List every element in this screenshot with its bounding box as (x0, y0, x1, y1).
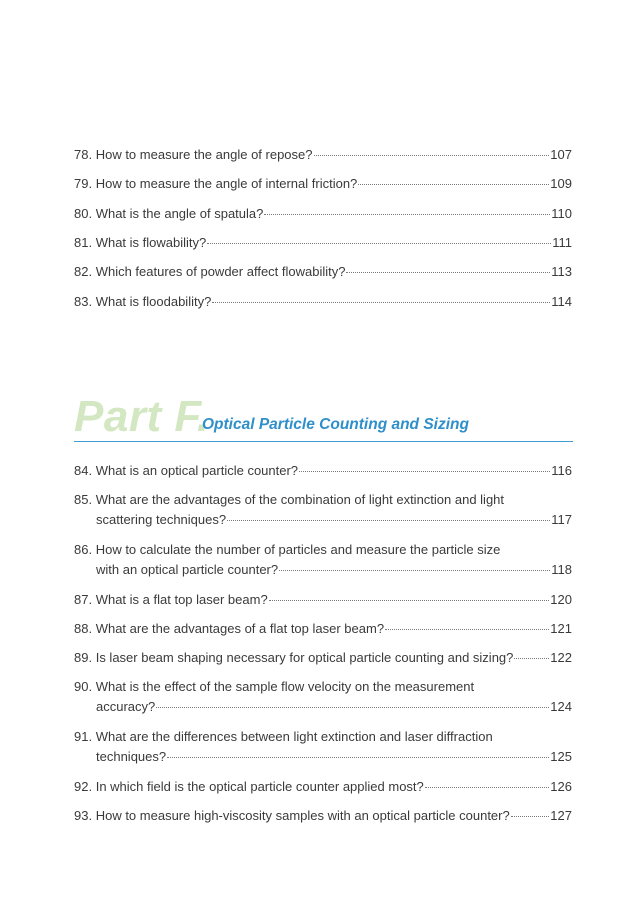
entry-number: 85. (74, 492, 93, 507)
dot-leader (227, 520, 550, 521)
dot-leader (264, 214, 550, 215)
entry-number: 81. (74, 235, 93, 250)
entry-page: 120 (550, 592, 572, 607)
entry-title-line1: What are the differences between light extinction and laser diffraction (95, 729, 493, 744)
entry-number: 90. (74, 679, 93, 694)
entry-title: In which field is the optical particle counter applied most? (95, 779, 424, 794)
entry-number: 86. (74, 542, 93, 557)
dot-leader (269, 600, 550, 601)
entry-page: 117 (551, 512, 572, 527)
entry-title: What is an optical particle counter? (95, 463, 299, 478)
toc-entry-85[interactable] (74, 490, 572, 530)
toc-entry-87[interactable] (74, 590, 572, 610)
part-heading (74, 393, 573, 442)
entry-title: How to measure high-viscosity samples with an optical particle counter? (95, 808, 510, 823)
entry-number: 84. (74, 463, 93, 478)
dot-leader (167, 757, 549, 758)
dot-leader (279, 570, 550, 571)
entry-page: 124 (550, 699, 572, 714)
entry-title-line2: scattering techniques? (96, 512, 227, 527)
dot-leader (156, 707, 549, 708)
entry-title: How to measure the angle of repose? (95, 147, 313, 162)
toc-entry-84[interactable] (74, 461, 572, 481)
dot-leader (514, 658, 549, 659)
entry-title: What is flowability? (95, 235, 207, 250)
dot-leader (207, 243, 551, 244)
entry-title-line1: What is the effect of the sample flow velocity on the measurement (95, 679, 475, 694)
entry-number: 88. (74, 621, 93, 636)
entry-page: 121 (550, 621, 572, 636)
entry-number: 83. (74, 294, 93, 309)
toc-entry-80[interactable] (74, 204, 572, 224)
entry-number: 78. (74, 147, 93, 162)
entry-number: 92. (74, 779, 93, 794)
entry-title: Which features of powder affect flowability? (95, 264, 346, 279)
toc-entry-83[interactable] (74, 292, 572, 312)
part-title: Optical Particle Counting and Sizing (202, 416, 469, 433)
entry-page: 109 (550, 176, 572, 191)
entry-title-line2: accuracy? (96, 699, 156, 714)
dot-leader (299, 471, 550, 472)
entry-title: What are the advantages of a flat top laser beam? (95, 621, 385, 636)
dot-leader (385, 629, 549, 630)
entry-page: 127 (550, 808, 572, 823)
entry-page: 107 (550, 147, 572, 162)
entry-title-line2: with an optical particle counter? (96, 562, 279, 577)
entry-page: 122 (550, 650, 572, 665)
entry-page: 126 (550, 779, 572, 794)
entry-number: 80. (74, 206, 93, 221)
entry-title: How to measure the angle of internal friction? (95, 176, 358, 191)
dot-leader (425, 787, 550, 788)
entry-title-line1: What are the advantages of the combination of light extinction and light (95, 492, 505, 507)
entry-page: 118 (551, 562, 572, 577)
dot-leader (511, 816, 550, 817)
entry-title-line2: techniques? (96, 749, 167, 764)
toc-entry-78[interactable] (74, 145, 572, 165)
toc-entry-82[interactable] (74, 262, 572, 282)
toc-entry-92[interactable] (74, 777, 572, 797)
entry-title-line1: How to calculate the number of particles and measure the particle size (95, 542, 501, 557)
toc-entry-79[interactable] (74, 174, 572, 194)
entry-title: What is a flat top laser beam? (95, 592, 268, 607)
entry-page: 113 (551, 264, 572, 279)
entry-title: Is laser beam shaping necessary for optical particle counting and sizing? (95, 650, 514, 665)
entry-page: 125 (550, 749, 572, 764)
entry-page: 116 (551, 463, 572, 478)
entry-number: 87. (74, 592, 93, 607)
entry-page: 111 (552, 235, 572, 250)
toc-entry-93[interactable] (74, 806, 572, 826)
toc-entry-90[interactable] (74, 677, 572, 717)
entry-number: 82. (74, 264, 93, 279)
entry-page: 110 (551, 206, 572, 221)
part-label: Part F. (74, 392, 210, 441)
toc-entry-88[interactable] (74, 619, 572, 639)
toc-entry-89[interactable] (74, 648, 572, 668)
toc-entry-81[interactable] (74, 233, 572, 253)
dot-leader (346, 272, 550, 273)
toc-entry-91[interactable] (74, 727, 572, 767)
entry-number: 79. (74, 176, 93, 191)
dot-leader (212, 302, 550, 303)
entry-number: 89. (74, 650, 93, 665)
dot-leader (314, 155, 550, 156)
dot-leader (358, 184, 549, 185)
entry-number: 91. (74, 729, 93, 744)
toc-entry-86[interactable] (74, 540, 572, 580)
entry-page: 114 (551, 294, 572, 309)
entry-number: 93. (74, 808, 93, 823)
entry-title: What is the angle of spatula? (95, 206, 264, 221)
entry-title: What is floodability? (95, 294, 212, 309)
